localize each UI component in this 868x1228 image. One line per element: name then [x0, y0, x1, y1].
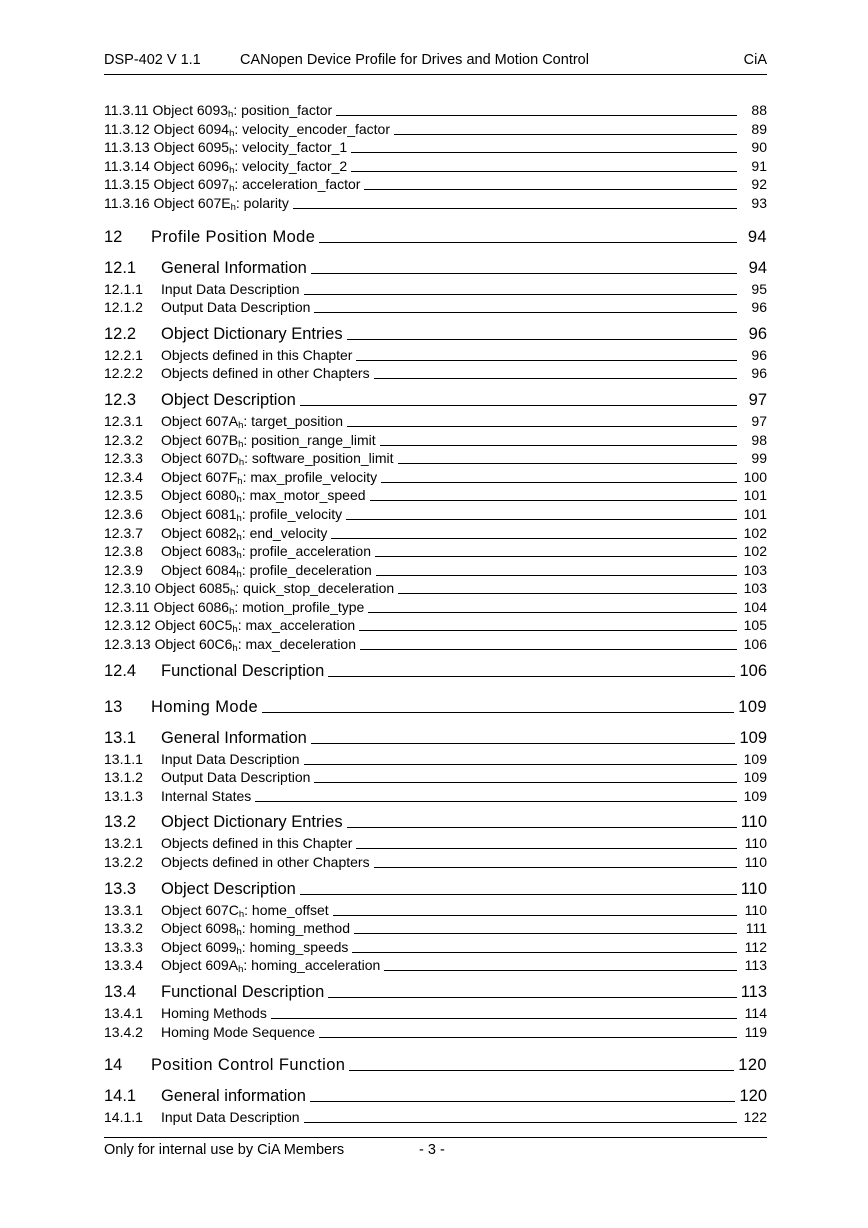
- toc-leader-line: [347, 827, 737, 828]
- toc-entry-page: 96: [751, 365, 767, 382]
- toc-entry-title: Object 607Bh: position_range_limit: [161, 431, 376, 450]
- table-of-contents: [104, 102, 767, 1128]
- toc-entry-title: General Information: [161, 258, 307, 277]
- toc-entry-page: 91: [751, 157, 767, 174]
- toc-entry[interactable]: [104, 1056, 767, 1080]
- toc-leader-line: [336, 115, 737, 116]
- toc-leader-line: [304, 1122, 737, 1123]
- toc-entry[interactable]: [104, 259, 767, 281]
- toc-entry-title: Objects defined in this Chapter: [161, 346, 353, 363]
- toc-entry-number: 13.2.2: [104, 854, 143, 871]
- toc-leader-line: [331, 538, 737, 539]
- document-id: DSP-402 V 1.1: [104, 52, 201, 68]
- toc-leader-line: [300, 405, 737, 406]
- toc-entry-number: 12.3: [104, 390, 137, 409]
- toc-entry-number: 12.2: [104, 324, 137, 343]
- toc-entry[interactable]: [104, 769, 767, 788]
- toc-entry-title: Objects defined in other Chapters: [161, 854, 370, 871]
- toc-entry-page: 95: [751, 280, 767, 297]
- toc-entry-number: 12.3.8: [104, 543, 143, 560]
- toc-leader-line: [381, 482, 737, 483]
- toc-entry-number: 13.3: [104, 879, 137, 898]
- toc-entry[interactable]: [104, 228, 767, 252]
- toc-entry-title: Object 6084h: profile_deceleration: [161, 561, 372, 580]
- toc-entry-number: 12.1.2: [104, 299, 143, 316]
- toc-entry-title: Input Data Description: [161, 750, 300, 767]
- toc-entry-page: 113: [740, 983, 767, 1001]
- toc-entry[interactable]: [104, 813, 767, 835]
- toc-entry-title: 11.3.16 Object 607Eh: polarity: [104, 194, 289, 213]
- toc-leader-line: [398, 593, 737, 594]
- toc-entry-number: 13: [104, 697, 123, 716]
- toc-entry-title: Objects defined in this Chapter: [161, 835, 353, 852]
- toc-entry-number: 12.1: [104, 258, 137, 277]
- toc-entry-page: 96: [751, 299, 767, 316]
- toc-entry[interactable]: [104, 788, 767, 807]
- toc-leader-line: [314, 312, 737, 313]
- toc-entry[interactable]: [104, 543, 767, 562]
- toc-entry-title: Functional Description: [161, 983, 325, 1001]
- toc-entry[interactable]: [104, 432, 767, 451]
- toc-leader-line: [356, 360, 737, 361]
- toc-entry-page: 120: [738, 1056, 767, 1075]
- toc-entry[interactable]: [104, 902, 767, 921]
- toc-entry-number: 12.3.4: [104, 468, 143, 485]
- toc-leader-line: [347, 339, 737, 340]
- toc-leader-line: [347, 426, 737, 427]
- toc-entry-number: 12.3.6: [104, 505, 143, 522]
- toc-entry-number: 13.4.2: [104, 1023, 143, 1040]
- toc-entry-title: General information: [161, 1087, 306, 1106]
- toc-entry-number: 13.4: [104, 983, 137, 1001]
- toc-entry-title: Homing Methods: [161, 1005, 267, 1021]
- toc-entry[interactable]: [104, 176, 767, 195]
- toc-entry[interactable]: [104, 121, 767, 140]
- page-header: [104, 50, 767, 75]
- toc-entry[interactable]: [104, 391, 767, 413]
- toc-leader-line: [328, 997, 736, 998]
- toc-entry-page: 103: [743, 561, 767, 578]
- page-footer: [104, 1137, 767, 1164]
- toc-entry-title: Profile Position Mode: [151, 227, 316, 246]
- toc-entry[interactable]: [104, 139, 767, 158]
- toc-entry-page: 119: [744, 1023, 767, 1040]
- toc-entry-title: 11.3.13 Object 6095h: velocity_factor_1: [104, 139, 348, 158]
- toc-leader-line: [354, 933, 737, 934]
- toc-entry[interactable]: [104, 599, 767, 618]
- toc-entry-title: Object Description: [161, 390, 296, 409]
- page-number: - 3 -: [419, 1142, 445, 1158]
- toc-entry-title: Object Description: [161, 879, 296, 898]
- toc-entry-title: Input Data Description: [161, 1109, 300, 1126]
- toc-entry-page: 110: [744, 901, 767, 918]
- toc-entry[interactable]: [104, 325, 767, 347]
- toc-leader-line: [394, 134, 737, 135]
- toc-entry[interactable]: [104, 1109, 767, 1128]
- toc-entry-number: 12.1.1: [104, 280, 143, 297]
- toc-leader-line: [319, 242, 737, 243]
- toc-leader-line: [304, 764, 737, 765]
- toc-entry-title: Object 607Ch: home_offset: [161, 901, 329, 920]
- toc-entry[interactable]: [104, 365, 767, 384]
- toc-entry[interactable]: [104, 1005, 767, 1024]
- toc-entry-title: Output Data Description: [161, 769, 311, 786]
- toc-entry-page: 94: [747, 227, 767, 246]
- toc-entry[interactable]: [104, 1087, 767, 1109]
- toc-entry-page: 96: [748, 324, 767, 343]
- toc-entry-number: 14.1.1: [104, 1109, 143, 1126]
- toc-entry-number: 13.4.1: [104, 1005, 143, 1021]
- toc-entry[interactable]: [104, 617, 767, 636]
- toc-entry-number: 12.2.2: [104, 365, 143, 382]
- toc-leader-line: [374, 378, 737, 379]
- toc-leader-line: [360, 649, 737, 650]
- toc-entry-number: 13.1.1: [104, 750, 143, 767]
- toc-entry-page: 109: [743, 750, 767, 767]
- toc-entry[interactable]: [104, 854, 767, 873]
- toc-leader-line: [349, 1070, 734, 1071]
- toc-entry-page: 109: [738, 697, 767, 716]
- toc-entry-title: Object 6082h: end_velocity: [161, 524, 328, 543]
- toc-leader-line: [311, 743, 736, 744]
- toc-entry-page: 110: [744, 835, 767, 852]
- toc-entry-page: 113: [744, 957, 767, 974]
- toc-entry-title: Object 6080h: max_motor_speed: [161, 487, 366, 506]
- toc-entry[interactable]: [104, 281, 767, 300]
- toc-entry-number: 12.3.5: [104, 487, 143, 504]
- toc-entry-page: 105: [743, 617, 767, 634]
- toc-entry-title: Object 6083h: profile_acceleration: [161, 543, 371, 562]
- toc-entry-title: Internal States: [161, 787, 252, 804]
- toc-leader-line: [262, 712, 734, 713]
- toc-leader-line: [374, 867, 737, 868]
- toc-entry-title: Object 6081h: profile_velocity: [161, 505, 343, 524]
- toc-entry[interactable]: [104, 525, 767, 544]
- toc-leader-line: [368, 612, 737, 613]
- toc-entry-page: 114: [744, 1005, 767, 1021]
- toc-entry[interactable]: [104, 880, 767, 902]
- toc-entry-page: 88: [751, 102, 767, 118]
- toc-entry[interactable]: [104, 469, 767, 488]
- toc-entry-page: 110: [740, 879, 767, 898]
- toc-entry-page: 111: [745, 920, 767, 937]
- toc-entry[interactable]: [104, 487, 767, 506]
- toc-entry-number: 13.3.4: [104, 957, 143, 974]
- toc-leader-line: [380, 445, 737, 446]
- toc-entry-title: Object 6099h: homing_speeds: [161, 938, 349, 957]
- toc-entry-page: 101: [743, 505, 767, 522]
- footer-note: Only for internal use by CiA Members: [104, 1142, 345, 1158]
- toc-entry-number: 12.3.3: [104, 450, 143, 467]
- toc-entry[interactable]: [104, 751, 767, 770]
- toc-entry[interactable]: [104, 1024, 767, 1043]
- toc-leader-line: [293, 208, 737, 209]
- toc-entry-number: 14.1: [104, 1087, 137, 1106]
- toc-entry-title: Objects defined in other Chapters: [161, 365, 370, 382]
- toc-entry[interactable]: [104, 158, 767, 177]
- toc-entry-page: 93: [751, 194, 767, 211]
- toc-leader-line: [255, 801, 737, 802]
- toc-entry-number: 13.2: [104, 813, 137, 832]
- toc-entry[interactable]: [104, 562, 767, 581]
- toc-entry-page: 94: [748, 258, 767, 277]
- toc-leader-line: [314, 782, 737, 783]
- toc-entry-page: 106: [743, 636, 767, 653]
- toc-entry-title: Object 607Dh: software_position_limit: [161, 450, 394, 469]
- toc-leader-line: [375, 556, 737, 557]
- toc-entry-number: 12.2.1: [104, 346, 143, 363]
- toc-entry-number: 13.1: [104, 728, 137, 747]
- toc-entry-page: 101: [743, 487, 767, 504]
- toc-entry-number: 13.3.2: [104, 920, 143, 937]
- toc-entry-page: 112: [744, 938, 767, 955]
- toc-entry-title: Object Dictionary Entries: [161, 324, 343, 343]
- toc-entry[interactable]: [104, 920, 767, 939]
- toc-entry-number: 13.2.1: [104, 835, 143, 852]
- toc-entry-title: Object 607Ah: target_position: [161, 412, 343, 431]
- toc-entry[interactable]: [104, 939, 767, 958]
- toc-entry-title: 11.3.15 Object 6097h: acceleration_factor: [104, 176, 361, 195]
- toc-entry-number: 14: [104, 1056, 123, 1075]
- toc-entry[interactable]: [104, 698, 767, 722]
- toc-entry-page: 89: [751, 120, 767, 137]
- toc-entry-page: 90: [751, 139, 767, 156]
- organization-name: CiA: [743, 52, 767, 68]
- toc-entry-page: 110: [740, 813, 767, 832]
- toc-entry-page: 97: [751, 412, 767, 429]
- toc-entry-page: 99: [751, 450, 767, 467]
- toc-entry-page: 106: [739, 661, 767, 680]
- toc-leader-line: [398, 463, 737, 464]
- toc-leader-line: [300, 894, 737, 895]
- toc-entry[interactable]: [104, 195, 767, 214]
- toc-entry-title: Homing Mode Sequence: [161, 1023, 316, 1040]
- toc-leader-line: [346, 519, 737, 520]
- toc-leader-line: [328, 676, 735, 677]
- toc-entry-title: 12.3.11 Object 6086h: motion_profile_type: [104, 598, 365, 617]
- toc-leader-line: [351, 152, 737, 153]
- toc-entry-page: 100: [743, 468, 767, 485]
- toc-entry[interactable]: [104, 347, 767, 366]
- toc-entry[interactable]: [104, 729, 767, 751]
- toc-leader-line: [356, 848, 737, 849]
- toc-entry-page: 122: [743, 1109, 767, 1126]
- toc-entry-page: 109: [743, 787, 767, 804]
- toc-entry-page: 104: [743, 598, 767, 615]
- toc-entry-title: Object 609Ah: homing_acceleration: [161, 957, 381, 976]
- toc-entry[interactable]: [104, 506, 767, 525]
- toc-entry[interactable]: [104, 662, 767, 684]
- toc-entry-number: 12.3.9: [104, 561, 143, 578]
- toc-entry-page: 98: [751, 431, 767, 448]
- toc-leader-line: [311, 273, 737, 274]
- toc-entry-number: 12: [104, 227, 123, 246]
- toc-leader-line: [352, 952, 737, 953]
- toc-entry-page: 96: [751, 346, 767, 363]
- toc-leader-line: [351, 171, 737, 172]
- toc-leader-line: [376, 575, 737, 576]
- toc-entry-page: 109: [743, 769, 767, 786]
- toc-entry[interactable]: [104, 299, 767, 318]
- toc-leader-line: [319, 1037, 737, 1038]
- toc-entry[interactable]: [104, 835, 767, 854]
- toc-entry-title: Functional Description: [161, 661, 325, 680]
- toc-entry-title: Homing Mode: [151, 697, 259, 716]
- toc-entry[interactable]: [104, 413, 767, 432]
- toc-entry-title: 12.3.10 Object 6085h: quick_stop_deceleration: [104, 580, 395, 599]
- toc-entry-number: 12.3.1: [104, 412, 143, 429]
- toc-entry-number: 13.3.3: [104, 938, 143, 955]
- toc-entry-page: 120: [739, 1087, 767, 1106]
- toc-entry-page: 109: [739, 728, 767, 747]
- toc-entry-page: 97: [748, 390, 767, 409]
- toc-leader-line: [364, 189, 737, 190]
- toc-entry-title: Input Data Description: [161, 280, 300, 297]
- toc-entry-title: Output Data Description: [161, 299, 311, 316]
- toc-entry-title: 12.3.12 Object 60C5h: max_acceleration: [104, 617, 356, 636]
- toc-entry[interactable]: [104, 102, 767, 121]
- toc-leader-line: [304, 294, 737, 295]
- toc-entry-number: 12.3.7: [104, 524, 143, 541]
- toc-leader-line: [271, 1018, 737, 1019]
- toc-entry[interactable]: [104, 957, 767, 976]
- toc-entry-page: 110: [744, 854, 767, 871]
- toc-entry-page: 102: [743, 524, 767, 541]
- toc-leader-line: [384, 970, 737, 971]
- toc-entry-title: 11.3.12 Object 6094h: velocity_encoder_factor: [104, 120, 390, 139]
- toc-entry-title: Object Dictionary Entries: [161, 813, 343, 832]
- toc-entry[interactable]: [104, 636, 767, 655]
- toc-entry-number: 12.4: [104, 661, 137, 680]
- toc-entry[interactable]: [104, 580, 767, 599]
- toc-entry-title: Position Control Function: [151, 1056, 346, 1075]
- toc-entry-title: 11.3.11 Object 6093h: position_factor: [104, 102, 333, 120]
- toc-entry-number: 13.1.3: [104, 787, 143, 804]
- toc-entry-title: General Information: [161, 728, 307, 747]
- toc-entry-page: 103: [743, 580, 767, 597]
- toc-entry-page: 92: [751, 176, 767, 193]
- toc-entry-title: Object 607Fh: max_profile_velocity: [161, 468, 378, 487]
- toc-entry-title: Object 6098h: homing_method: [161, 920, 350, 939]
- toc-leader-line: [333, 915, 737, 916]
- toc-leader-line: [359, 630, 737, 631]
- toc-entry-title: 12.3.13 Object 60C6h: max_deceleration: [104, 636, 357, 655]
- document-title: CANopen Device Profile for Drives and Motion Control: [240, 52, 589, 68]
- toc-entry-number: 13.1.2: [104, 769, 143, 786]
- toc-entry-title: 11.3.14 Object 6096h: velocity_factor_2: [104, 157, 348, 176]
- toc-leader-line: [370, 500, 737, 501]
- toc-entry-page: 102: [743, 543, 767, 560]
- toc-leader-line: [310, 1101, 736, 1102]
- toc-entry[interactable]: [104, 983, 767, 1005]
- toc-entry-number: 12.3.2: [104, 431, 143, 448]
- toc-entry[interactable]: [104, 450, 767, 469]
- toc-entry-number: 13.3.1: [104, 901, 143, 918]
